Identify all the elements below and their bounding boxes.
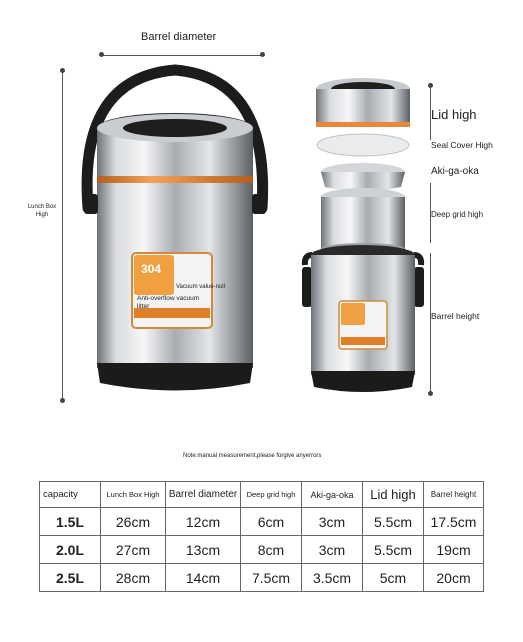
header-barrel-diameter: Barrel diameter [166, 482, 241, 508]
cell: 20cm [424, 564, 484, 592]
table-row [40, 536, 484, 564]
cell: 19cm [424, 536, 484, 564]
product-label-subtitle: Anti-overflow vacuum litter [137, 295, 200, 310]
seal-cover-high-label: Seal Cover High [431, 140, 493, 150]
barrel-diameter-dot-right [260, 52, 265, 57]
header-lid-high: Lid high [363, 482, 424, 508]
lunch-box-high-dot-top [60, 68, 65, 73]
header-capacity: capacity [40, 482, 101, 508]
barrel-height-label: Barrel height [431, 311, 480, 321]
cell: 8cm [241, 536, 302, 564]
lunch-box-high-label: Lunch Box High [27, 204, 57, 218]
cell: 3.5cm [302, 564, 363, 592]
cell: 7.5cm [241, 564, 302, 592]
header-barrel-height: Barrel height [424, 482, 484, 508]
table-row [40, 508, 484, 536]
product-label-number: 304 [141, 262, 162, 276]
barrel-height-dot-bottom [428, 391, 433, 396]
deep-grid-high-label: Deep grid high [431, 210, 484, 219]
lunch-box-high-dot-bottom [60, 398, 65, 403]
spec-table [39, 481, 484, 592]
cell: 26cm [101, 508, 166, 536]
cell: 5.5cm [363, 536, 424, 564]
cell: 5cm [363, 564, 424, 592]
lid-high-dot-top [428, 83, 433, 88]
lid-high-label: Lid high [431, 107, 477, 122]
cell: 13cm [166, 536, 241, 564]
aki-ga-oka-label: Aki-ga-oka [431, 166, 479, 177]
barrel-diameter-dot-left [99, 52, 104, 57]
cell: 3cm [302, 508, 363, 536]
exploded-parts [300, 75, 430, 405]
header-aki-ga-oka: Aki-ga-oka [302, 482, 363, 508]
cell: 2.0L [40, 536, 101, 564]
cell: 14cm [166, 564, 241, 592]
cell: 12cm [166, 508, 241, 536]
header-deep-grid-high: Deep grid high [241, 482, 302, 508]
cell: 5.5cm [363, 508, 424, 536]
cell: 1.5L [40, 508, 101, 536]
cell: 3cm [302, 536, 363, 564]
cell: 2.5L [40, 564, 101, 592]
barrel-height-line [430, 253, 431, 393]
table-row [40, 564, 484, 592]
table-header-row [40, 482, 484, 508]
measurement-note: Note:manual measurement,please forgive anyerrors [183, 453, 322, 459]
cell: 17.5cm [424, 508, 484, 536]
cell: 28cm [101, 564, 166, 592]
barrel-diameter-label: Barrel diameter [141, 31, 217, 43]
header-lunch-box-high: Lunch Box High [101, 482, 166, 508]
barrel-diameter-line [101, 55, 263, 56]
large-lunch-box [70, 58, 285, 408]
lunch-box-high-line [62, 70, 63, 400]
cell: 6cm [241, 508, 302, 536]
cell: 27cm [101, 536, 166, 564]
product-label-extra: Vacuum value-null [176, 284, 225, 290]
